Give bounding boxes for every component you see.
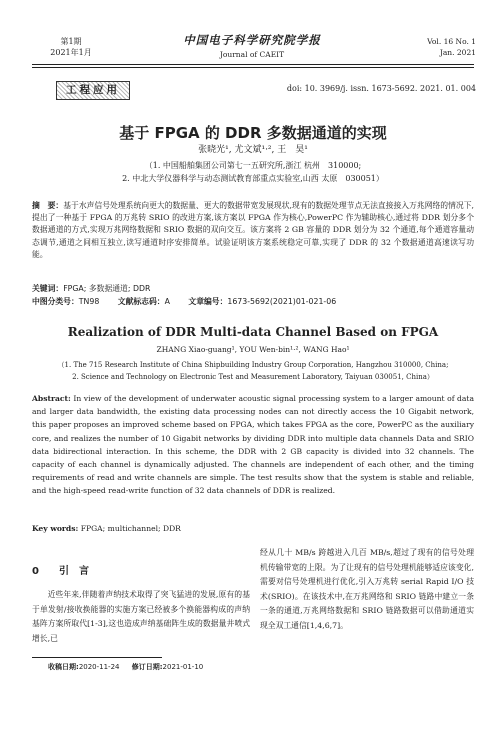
abstract-label: 摘 要： bbox=[32, 201, 64, 210]
english-abstract-label: Abstract: bbox=[32, 394, 71, 403]
english-keywords bbox=[32, 524, 474, 533]
received-date: 收稿日期:2020-11-24 bbox=[48, 663, 120, 671]
paper-title: 基于 FPGA 的 DDR 多数据通道的实现 bbox=[119, 124, 387, 142]
english-abstract bbox=[32, 392, 474, 498]
affiliation-2: 2. 中北大学仪器科学与动态测试教育部重点实验室,山西 太原 030051） bbox=[122, 174, 384, 183]
header-left bbox=[32, 36, 110, 58]
keywords-label: 关键词： bbox=[32, 284, 64, 293]
header-rule-thin bbox=[32, 67, 474, 68]
journal-masthead bbox=[160, 32, 344, 59]
english-affiliation-2: 2. Science and Technology on Electronic Test and Measurement Laboratory, Taiyuan 030051, China） bbox=[72, 373, 434, 381]
journal-name-cn: 中国电子科学研究院学报 bbox=[183, 33, 321, 47]
section-tag: 工程应用 bbox=[56, 81, 130, 100]
doi: doi: 10. 3969/j. issn. 1673-5692. 2021. 01. 004 bbox=[286, 84, 476, 93]
header-rule-thick bbox=[32, 64, 474, 65]
header-right bbox=[400, 36, 476, 58]
english-title: Realization of DDR Multi-data Channel Based on FPGA bbox=[67, 325, 439, 339]
english-affiliation-1: （1. The 715 Research Institute of China Shipbuilding Industry Group Corporation, Hangzhou 310000, China; bbox=[57, 361, 449, 369]
volume-date: Jan. 2021 bbox=[439, 48, 476, 57]
english-keywords-label: Key words: bbox=[32, 524, 79, 533]
author-list: 张晓光¹, 尤文斌¹·², 王 昊¹ bbox=[198, 145, 308, 155]
journal-name-en: Journal of CAEIT bbox=[219, 50, 285, 59]
footnote-dates bbox=[48, 662, 213, 672]
english-authors: ZHANG Xiao-guang¹, YOU Wen-bin¹·², WANG Hao¹ bbox=[156, 345, 350, 354]
english-keywords-text: FPGA; multichannel; DDR bbox=[78, 524, 181, 533]
intro-title: 引 言 bbox=[58, 566, 89, 577]
classification-line bbox=[32, 296, 474, 307]
abstract-cn bbox=[32, 200, 474, 261]
english-abstract-text: In view of the development of underwater acoustic signal processing system to a larger amount of data and larger data bandwidth, the existing data processing nodes can not directly access the 10 Gigabit network, this paper proposes an improved scheme based on FPGA, which takes FPGA as the core, PowerPC as the auxiliary core, and realizes the number of 10 Gigabit networks by dividing DDR into multiple data channels Data and SRIO data bidirectional interaction. In this scheme, the DDR with 2 GB capacity is divided into 32 channels. The capacity of each channel is dynamically adjusted. The channels are independent of each other, and the timing requirements of read and write channels are simple. The test results show that the system is stable and reliable, and the high-speed read-write function of 32 data channels of DDR is realized. bbox=[32, 394, 474, 496]
footnote-rule bbox=[32, 657, 162, 658]
volume-number: Vol. 16 No. 1 bbox=[427, 37, 476, 46]
revised-date: 修订日期:2021-01-10 bbox=[131, 663, 204, 671]
abstract-text: 基于水声信号处理系统向更大的数据量、更大的数据带宽发展现状,现有的数据处理节点无法直接接入万兆网络的情况下,提出了一种基于 FPGA 的万兆转 SRIO 的改进方案,该方案以 FPGA 作为核心,PowerPC 作为辅助核心,通过将 DDR 划分多个数据通道的方式,实现万兆网络数据和 SRIO 数据的双向交互。该方案将 2 GB 容量的 DDR 划分为 32 个通道,每个通道容量动态调节,通道之间相互独立,读写通道时序安排简单。试验证明该方案系统稳定可靠,实现了 DDR 的 32 个数据通道高速读写功能。 bbox=[32, 201, 474, 259]
affiliation-1: （1. 中国船舶集团公司第七一五研究所,浙江 杭州 310000; bbox=[144, 161, 362, 170]
intro-heading bbox=[32, 562, 109, 577]
intro-left-column: 近些年来,伴随着声纳技术取得了突飞猛进的发展,原有的基于单发射/接收换能器的实施方案已经被多个换能器构成的声纳基阵方案所取代[1-3],这也造成声纳基础阵生成的数据量井喷式增长,已 bbox=[32, 590, 250, 643]
clc-field: 中图分类号：TN98 bbox=[32, 297, 100, 306]
keywords-cn bbox=[32, 283, 474, 294]
issue-date: 2021年1月 bbox=[50, 48, 92, 57]
article-number-field: 文章编号：1673-5692(2021)01-021-06 bbox=[188, 297, 337, 306]
keywords-text: FPGA; 多数据通道; DDR bbox=[63, 284, 151, 293]
intro-number: 0 bbox=[32, 566, 39, 577]
issue-number: 第1期 bbox=[60, 37, 82, 46]
doc-code-field: 文献标志码：A bbox=[117, 297, 170, 306]
intro-right-column: 经从几十 MB/s 跨越进入几百 MB/s,超过了现有的信号处理机传输带宽的上限。为了让现有的信号处理机能够适应该变化,需要对信号处理机进行优化,引入万兆转 serial Rapid I/O 技术(SRIO)。在该技术中,在万兆网络和 SRIO 链路中建立一条一条的通道,万兆网络数据和 SRIO 链路数据可以借助通道实现全双工通信[1,4,6,7]。 bbox=[260, 548, 474, 630]
